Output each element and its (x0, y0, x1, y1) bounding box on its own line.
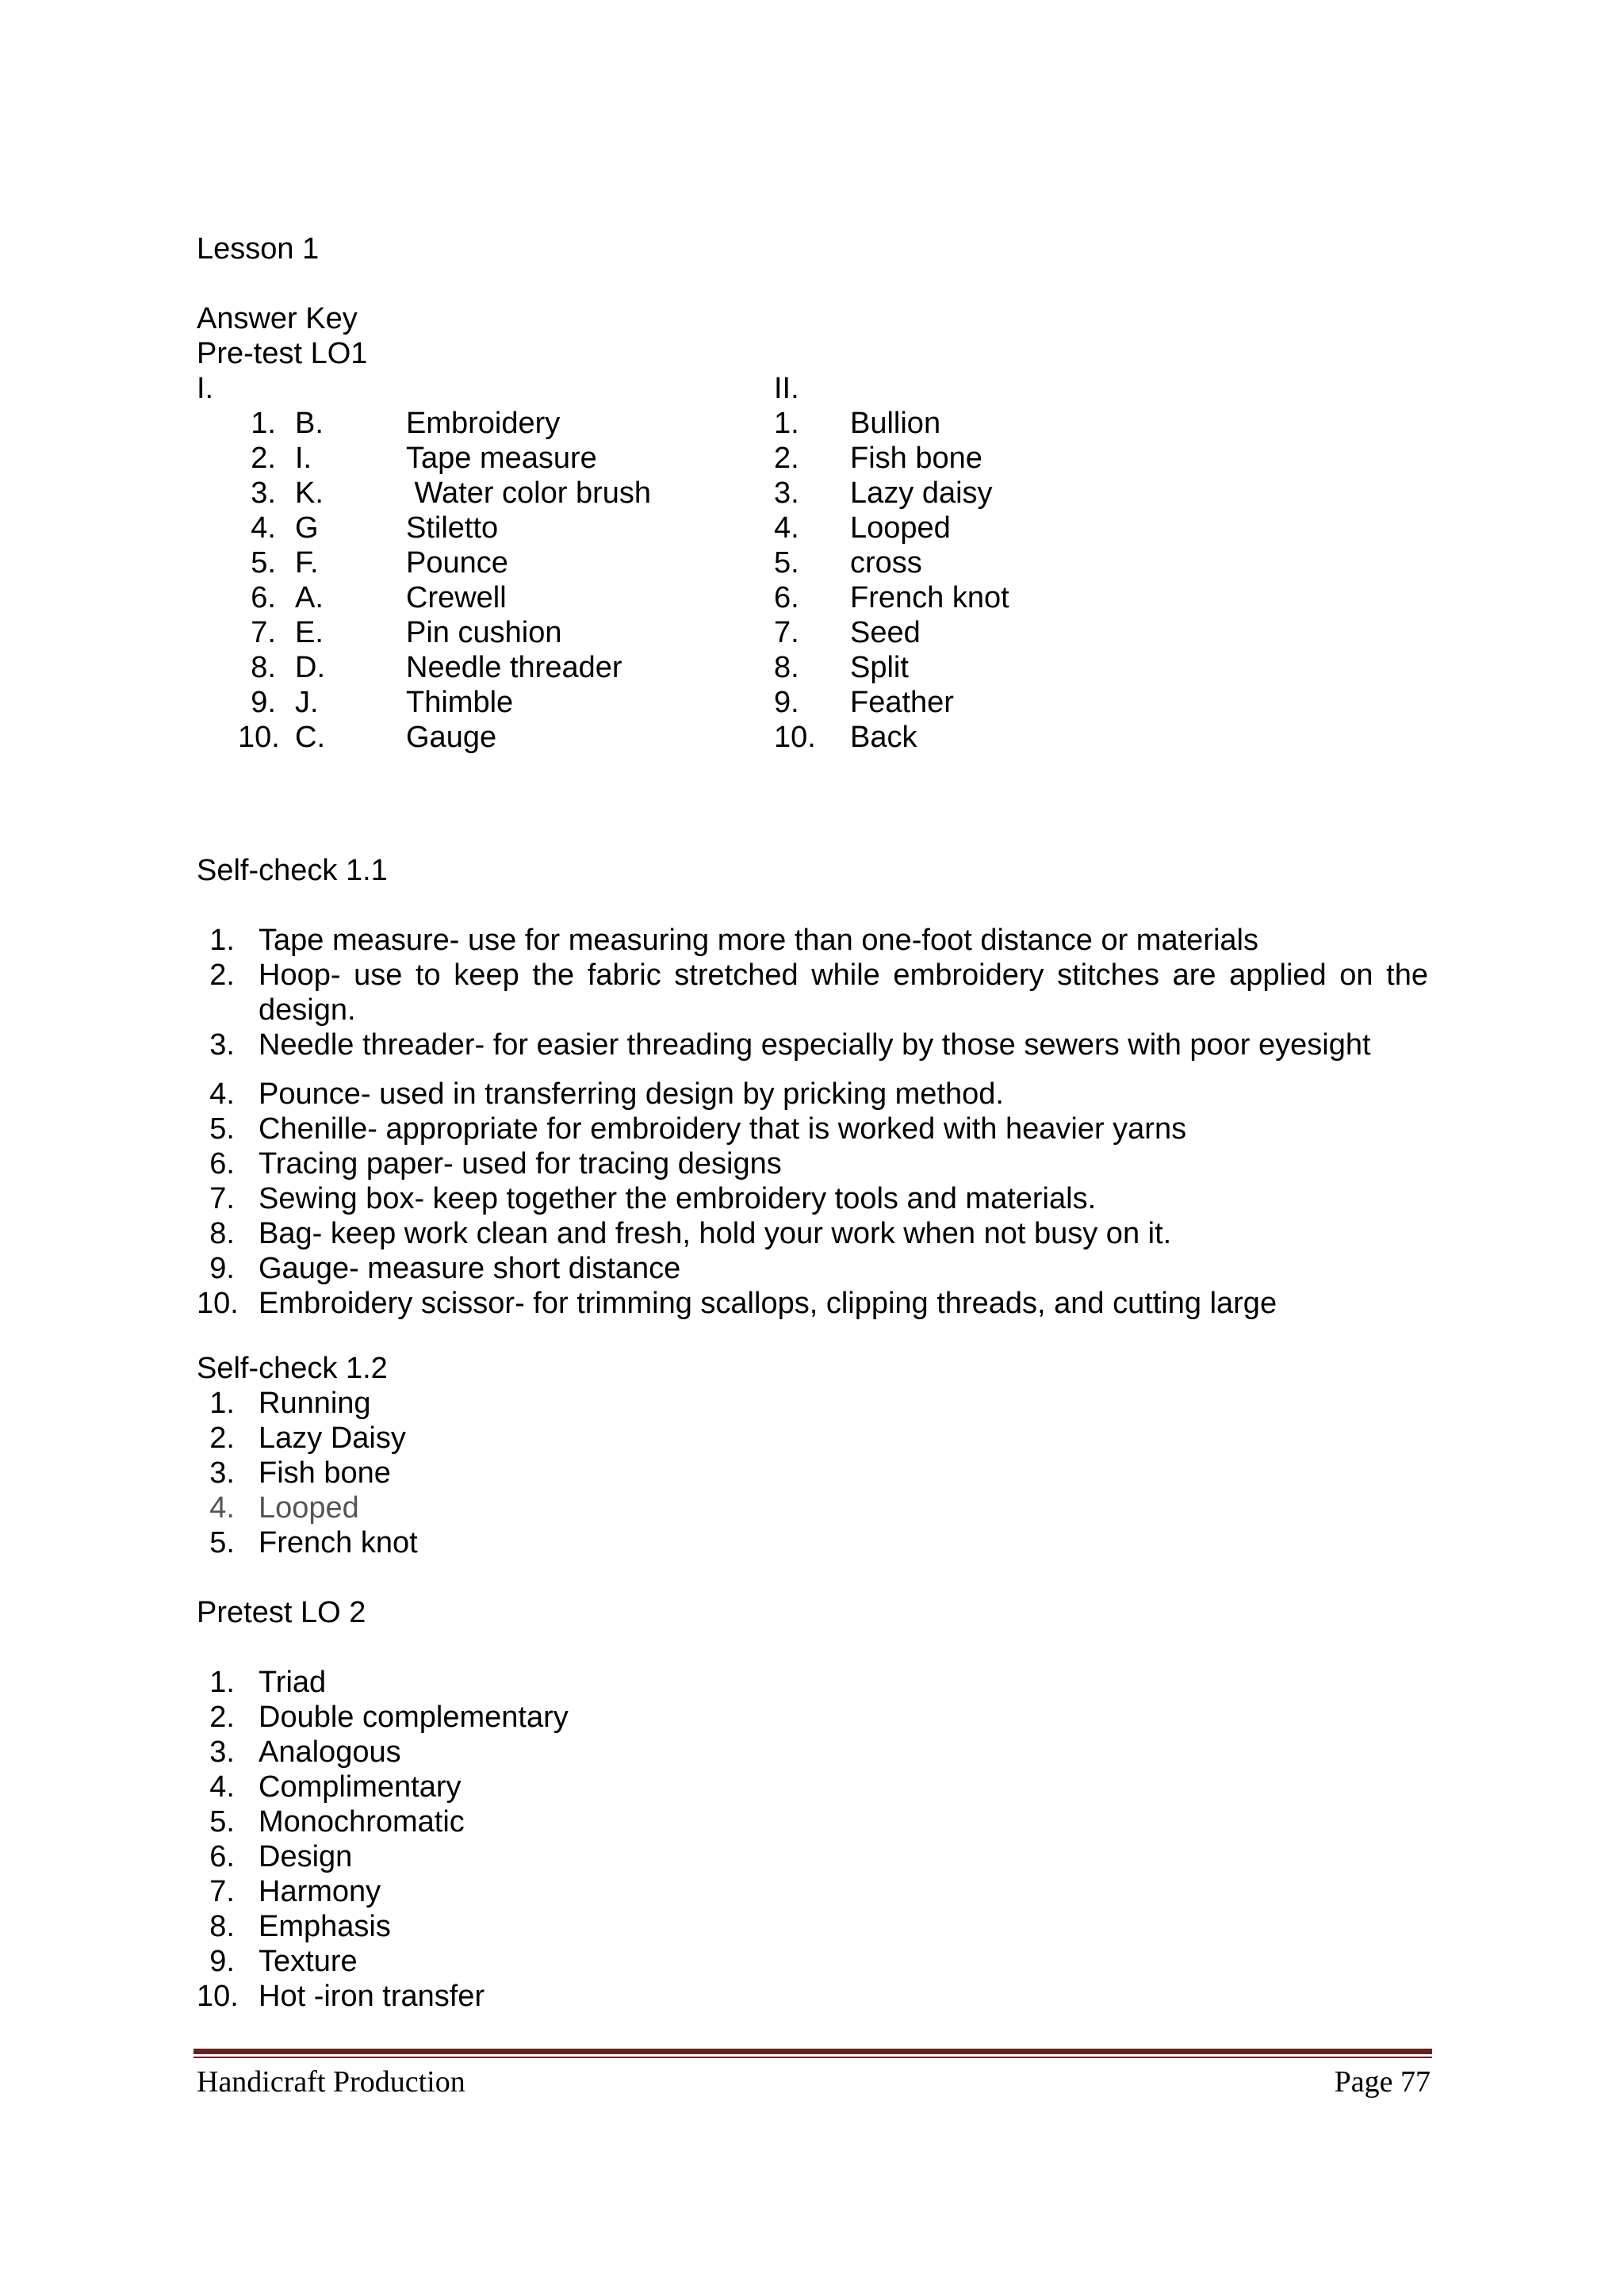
part1-num: 5. (251, 546, 276, 580)
part2-num: 2. (774, 442, 799, 475)
part1-label: I. (197, 372, 214, 405)
part2-num: 6. (774, 581, 799, 614)
part2-num: 7. (774, 616, 799, 649)
part2-term: Back (850, 721, 917, 754)
lesson-title: Lesson 1 (197, 232, 320, 266)
part1-letter: A. (295, 581, 324, 614)
part1-num: 6. (251, 581, 276, 614)
footer-rule-thick (193, 2049, 1432, 2054)
part2-term: Seed (850, 616, 921, 649)
part2-label: II. (774, 372, 799, 405)
part2-num: 8. (774, 651, 799, 684)
part2-num: 4. (774, 511, 799, 545)
part1-term: Thimble (406, 686, 514, 719)
part1-term: Gauge (406, 721, 497, 754)
part2-term: Split (850, 651, 909, 684)
part1-term: Water color brush (406, 476, 652, 510)
part2-term: Bullion (850, 407, 941, 440)
part2-num: 5. (774, 546, 799, 580)
part2-num: 1. (774, 407, 799, 440)
part1-letter: G (295, 511, 319, 545)
part1-num: 3. (251, 476, 276, 510)
part1-term: Embroidery (406, 407, 561, 440)
part2-term: Lazy daisy (850, 476, 993, 510)
part2-term: cross (850, 546, 922, 580)
part1-term: Tape measure (406, 442, 597, 475)
part2-num: 9. (774, 686, 799, 719)
part2-num: 3. (774, 476, 799, 510)
page-number: Page 77 (1334, 2065, 1431, 2099)
part2-term: Feather (850, 686, 954, 719)
part1-letter: E. (295, 616, 324, 649)
part1-num: 10. (238, 721, 280, 754)
part1-letter: J. (295, 686, 319, 719)
part2-term: Fish bone (850, 442, 982, 475)
part1-letter: K. (295, 476, 324, 510)
document-page: Lesson 1 Answer Key Pre-test LO1 I. II. 1. B. Embroidery 2. I. Tape measure 3. K. Water color brush 4. G Stiletto 5. F. Pounce 6. A. Crewell 7. E. Pin cushion 8. D. Needle threader 9. J. Thimble 10. C. Gauge 1. Bullion 2. Fish bone 3. Lazy daisy 4. Looped 5. cross 6. French knot 7. Seed 8. Split 9. Feather 10. Back Self-check 1.1 1. Tape measure- use for measuring more than one-foot distance or materials 2. Hoop- use to keep the fabric stretched while embroidery stitches are applied on the design. 3. Needle threader- for easier threading especially by those sewers with poor eyesight 4. Pounce- used in transferring design by pricking method. 5. Chenille- appropriate for embroidery that is worked with heavier yarns 6. Tracing paper- used for tracing designs 7. Sewing box- keep together the embroidery tools and materials. 8. Bag- keep work clean and fresh, hold your work when not busy on it. 9. Gauge- measure short distance 10. Embroidery scissor- for trimming scallops, clipping threads, and cutting large Self-check 1.2 1. Running 2. Lazy Daisy 3. Fish bone 4. Looped 5. French knot Pretest LO 2 1. Triad 2. Double complementary 3. Analogous 4. Complimentary 5. Monochromatic 6. Design 7. Harmony 8. Emphasis 9. Texture 10. Hot -iron transfer Handicraft Production Page 77 (0, 0, 1624, 2296)
footer-title: Handicraft Production (197, 2065, 465, 2099)
part1-num: 1. (251, 407, 276, 440)
part1-letter: B. (295, 407, 324, 440)
part1-num: 2. (251, 442, 276, 475)
part1-num: 9. (251, 686, 276, 719)
part1-term: Needle threader (406, 651, 622, 684)
pretest-lo1-title: Pre-test LO1 (197, 337, 368, 370)
part1-letter: D. (295, 651, 325, 684)
part1-letter: I. (295, 442, 312, 475)
answer-key-title: Answer Key (197, 302, 358, 335)
part1-num: 7. (251, 616, 276, 649)
part1-num: 8. (251, 651, 276, 684)
part1-term: Pin cushion (406, 616, 562, 649)
part1-letter: F. (295, 546, 319, 580)
part1-num: 4. (251, 511, 276, 545)
part2-term: Looped (850, 511, 951, 545)
selfcheck-1-2-title: Self-check 1.2 (197, 1352, 388, 1385)
part1-term: Pounce (406, 546, 508, 580)
pretest-lo2-title: Pretest LO 2 (197, 1596, 366, 1629)
part1-term: Stiletto (406, 511, 499, 545)
part1-term: Crewell (406, 581, 507, 614)
part2-term: French knot (850, 581, 1009, 614)
part2-num: 10. (774, 721, 816, 754)
part1-letter: C. (295, 721, 325, 754)
footer-rule-thin (193, 2057, 1432, 2058)
selfcheck-1-1-title: Self-check 1.1 (197, 854, 388, 887)
